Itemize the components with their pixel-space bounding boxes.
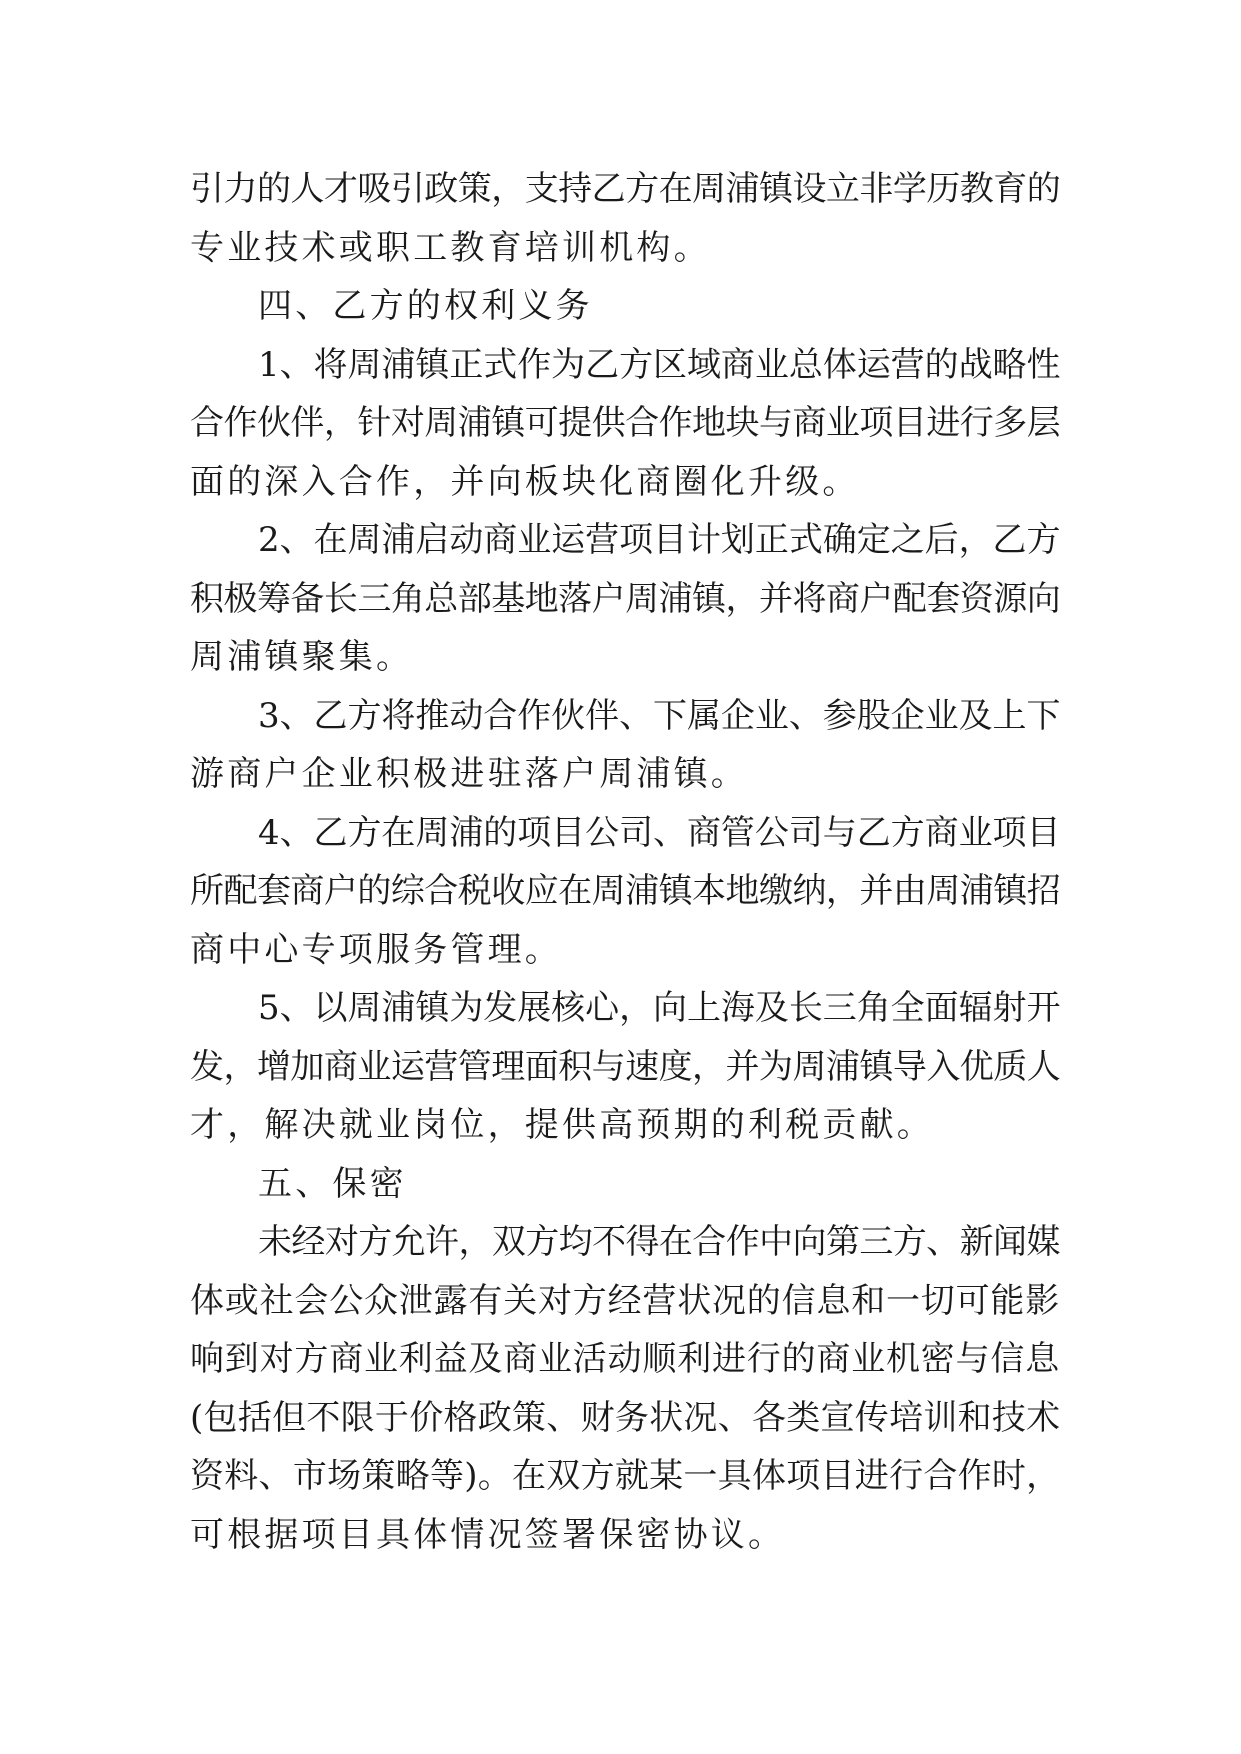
text-line: 引力的人才吸引政策，支持乙方在周浦镇设立非学历教育的 — [190, 169, 1061, 209]
text-line: 积极筹备长三角总部基地落户周浦镇，并将商户配套资源向 — [190, 578, 1061, 619]
text-line: 3、乙方将推动合作伙伴、下属企业、参股企业及上下 — [258, 695, 1061, 736]
document-body — [190, 160, 1060, 1564]
text-line: 五、保密 — [258, 1163, 407, 1204]
text-line: 才，解决就业岗位，提供高预期的利税贡献。 — [190, 1105, 934, 1145]
text-line: 5、以周浦镇为发展核心，向上海及长三角全面辐射开 — [258, 988, 1061, 1028]
text-line: 未经对方允许，双方均不得在合作中向第三方、新闻媒 — [258, 1222, 1060, 1262]
text-line: 所配套商户的综合税收应在周浦镇本地缴纳，并由周浦镇招 — [190, 871, 1061, 911]
text-line: 发，增加商业运营管理面积与速度，并为周浦镇导入优质人 — [190, 1046, 1061, 1087]
text-line: 周浦镇聚集。 — [190, 637, 414, 677]
text-line: 专业技术或职工教育培训机构。 — [190, 227, 711, 268]
text-line: 商中心专项服务管理。 — [190, 929, 562, 970]
text-line: 4、乙方在周浦的项目公司、商管公司与乙方商业项目 — [258, 812, 1061, 853]
text-line: 游商户企业积极进驻落户周浦镇。 — [190, 754, 748, 794]
text-line: 四、乙方的权利义务 — [258, 286, 593, 326]
text-line: 体或社会公众泄露有关对方经营状况的信息和一切可能影 — [190, 1280, 1060, 1321]
text-line: 资料、市场策略等)。在双方就某一具体项目进行合作时， — [190, 1456, 1061, 1496]
text-line: 面的深入合作，并向板块化商圈化升级。 — [190, 461, 860, 502]
text-line: 响到对方商业利益及商业活动顺利进行的商业机密与信息 — [190, 1339, 1060, 1379]
text-line: 合作伙伴，针对周浦镇可提供合作地块与商业项目进行多层 — [190, 403, 1061, 443]
text-line: (包括但不限于价格政策、财务状况、各类宣传培训和技术 — [190, 1397, 1061, 1438]
text-line: 1、将周浦镇正式作为乙方区域商业总体运营的战略性 — [258, 344, 1061, 385]
text-line: 可根据项目具体情况签署保密协议。 — [190, 1514, 786, 1555]
text-line: 2、在周浦启动商业运营项目计划正式确定之后，乙方 — [258, 520, 1061, 560]
